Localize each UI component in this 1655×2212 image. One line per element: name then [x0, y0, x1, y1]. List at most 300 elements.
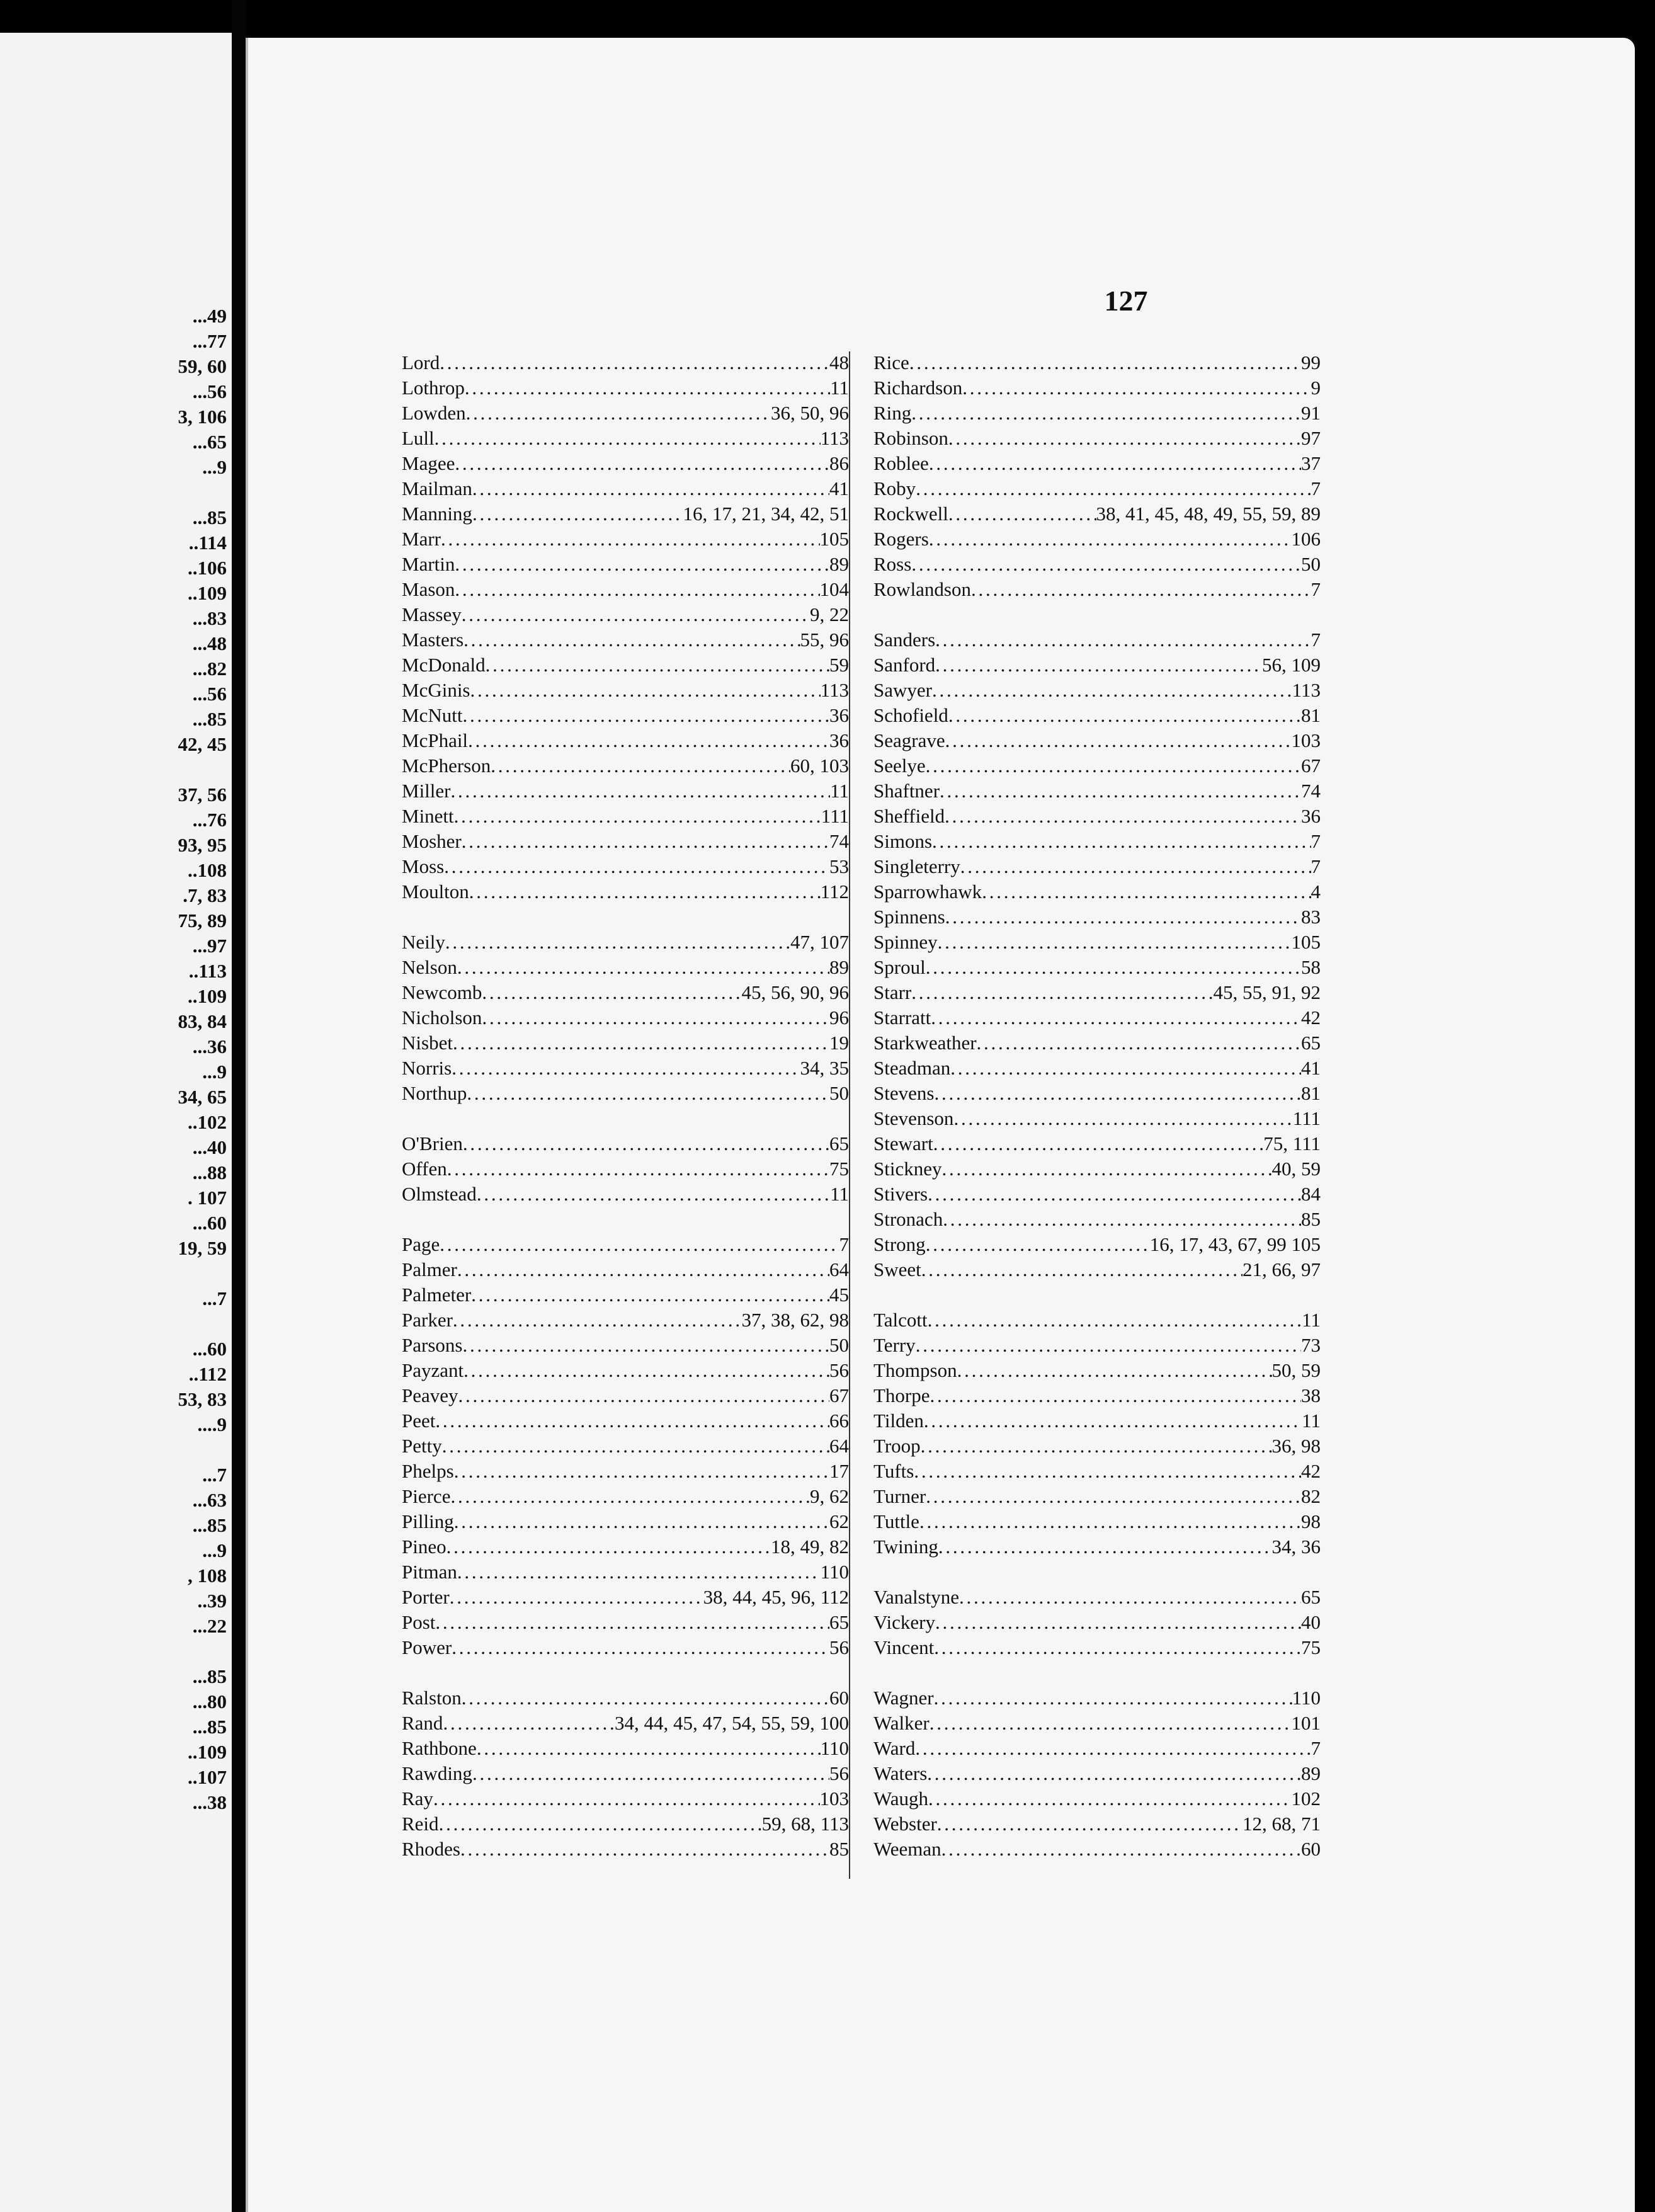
cropped-index-text: ..109 — [188, 985, 227, 1007]
index-entry — [873, 1333, 1321, 1358]
dot-leader — [462, 1685, 829, 1711]
entry-pages: 110 — [820, 1737, 849, 1759]
cropped-index-text: 53, 83 — [178, 1388, 227, 1410]
cropped-index-text: 59, 60 — [178, 355, 227, 377]
dot-leader — [931, 1005, 1301, 1030]
entry-pages: 34, 36 — [1271, 1536, 1321, 1558]
dot-leader — [440, 350, 829, 375]
entry-name: Thorpe — [873, 1384, 930, 1406]
dot-leader — [464, 1358, 829, 1383]
index-entry — [402, 1534, 849, 1559]
cropped-index-text: 19, 59 — [178, 1237, 227, 1259]
cropped-index-text: ...82 — [192, 658, 227, 680]
entry-pages: 9, 22 — [810, 603, 849, 625]
dot-leader — [440, 1232, 839, 1257]
entry-pages: 36, 98 — [1271, 1435, 1321, 1457]
page-number: 127 — [1104, 285, 1148, 317]
index-entry — [402, 778, 849, 804]
entry-name: Masters — [402, 629, 464, 651]
index-entry — [873, 904, 1321, 930]
entry-name: Peet — [402, 1410, 436, 1432]
entry-name: Stronach — [873, 1208, 943, 1230]
entry-name: Tuttle — [873, 1510, 919, 1532]
entry-name: Massey — [402, 603, 462, 625]
index-entry — [402, 1761, 849, 1786]
index-entry — [873, 1383, 1321, 1408]
section-gap — [873, 1559, 1321, 1585]
entry-pages: 64 — [829, 1258, 849, 1280]
index-entry — [402, 1434, 849, 1459]
cropped-index-text: ..113 — [188, 960, 227, 982]
cropped-index-text: ...22 — [192, 1615, 227, 1637]
dot-leader — [465, 375, 830, 401]
dot-leader — [444, 854, 829, 879]
dot-leader — [435, 1610, 829, 1635]
cropped-index-text: ....9 — [197, 1413, 227, 1435]
cropped-index-text: ..107 — [188, 1766, 227, 1788]
entry-pages: 65 — [829, 1611, 849, 1633]
entry-name: Sawyer — [873, 679, 932, 701]
entry-name: Starr — [873, 981, 912, 1003]
dot-leader — [477, 1736, 821, 1761]
entry-name: Rathbone — [402, 1737, 477, 1759]
entry-name: Palmer — [402, 1258, 457, 1280]
dot-leader — [435, 426, 821, 451]
dot-leader — [466, 401, 771, 426]
cropped-index-text: .7, 83 — [183, 884, 227, 906]
index-entry — [873, 1585, 1321, 1610]
entry-name: Mason — [402, 578, 455, 600]
dot-leader — [916, 476, 1311, 501]
entry-pages: 105 — [819, 528, 849, 550]
entry-pages: 110 — [820, 1561, 849, 1583]
entry-name: Thompson — [873, 1359, 957, 1381]
index-entry — [402, 501, 849, 527]
entry-pages: 41 — [1301, 1057, 1321, 1079]
dot-leader — [914, 1459, 1301, 1484]
entry-name: Simons — [873, 830, 933, 852]
cropped-index-text: ...56 — [192, 380, 227, 402]
dot-leader — [932, 829, 1311, 854]
index-entry — [402, 1156, 849, 1182]
entry-pages: 96 — [829, 1006, 849, 1029]
entry-name: Sproul — [873, 956, 926, 978]
entry-name: Rawding — [402, 1762, 472, 1784]
entry-pages: 48 — [829, 351, 849, 373]
cropped-index-text: 34, 65 — [178, 1086, 227, 1108]
dot-leader — [929, 527, 1292, 552]
entry-pages: 34, 44, 45, 47, 54, 55, 59, 100 — [615, 1712, 849, 1734]
entry-name: Parker — [402, 1309, 453, 1331]
entry-pages: 75 — [829, 1158, 849, 1180]
index-entry — [402, 955, 849, 980]
dot-leader — [445, 930, 790, 955]
entry-pages: 34, 35 — [800, 1057, 849, 1079]
dot-leader — [462, 602, 810, 627]
entry-pages: 50 — [829, 1082, 849, 1104]
cropped-index-text: 83, 84 — [178, 1010, 227, 1032]
entry-pages: 16, 17, 21, 34, 42, 51 — [683, 503, 849, 525]
dot-leader — [915, 1736, 1311, 1761]
index-entry — [873, 728, 1321, 753]
dot-leader — [442, 1434, 829, 1459]
entry-name: Nisbet — [402, 1032, 453, 1054]
index-entry — [402, 577, 849, 602]
entry-pages: 7 — [1311, 578, 1321, 600]
index-entry — [402, 627, 849, 653]
entry-pages: 4 — [1311, 881, 1321, 903]
index-entry — [402, 1711, 849, 1736]
entry-name: Rockwell — [873, 503, 948, 525]
index-entry — [873, 552, 1321, 577]
cropped-index-text: ...85 — [192, 708, 227, 730]
entry-pages: 47, 107 — [790, 931, 849, 953]
cropped-index-text: ...60 — [192, 1338, 227, 1360]
index-column-right — [873, 350, 1321, 1862]
index-entry — [873, 1434, 1321, 1459]
entry-pages: 113 — [1292, 679, 1321, 701]
index-entry — [873, 577, 1321, 602]
dot-leader — [933, 1131, 1264, 1156]
entry-pages: 105 — [1291, 931, 1321, 953]
index-entry — [873, 1459, 1321, 1484]
entry-name: Phelps — [402, 1460, 454, 1482]
entry-pages: 62 — [829, 1510, 849, 1532]
entry-name: Roblee — [873, 452, 929, 474]
dot-leader — [472, 476, 829, 501]
index-entry — [402, 678, 849, 703]
entry-name: Palmeter — [402, 1284, 472, 1306]
entry-name: Robinson — [873, 427, 948, 449]
entry-name: Norris — [402, 1057, 452, 1079]
dot-leader — [948, 501, 1096, 527]
index-entry — [873, 980, 1321, 1005]
entry-pages: 58 — [1301, 956, 1321, 978]
dot-leader — [453, 1030, 829, 1056]
entry-name: Magee — [402, 452, 455, 474]
entry-pages: 7 — [1311, 1737, 1321, 1759]
entry-name: Petty — [402, 1435, 442, 1457]
entry-name: Marr — [402, 528, 441, 550]
entry-name: Sparrowhawk — [873, 881, 982, 903]
cropped-index-text: ..102 — [188, 1111, 227, 1133]
entry-name: Singleterry — [873, 855, 960, 877]
dot-leader — [486, 653, 829, 678]
dot-leader — [458, 1383, 829, 1408]
entry-pages: 66 — [829, 1410, 849, 1432]
entry-pages: 40 — [1301, 1611, 1321, 1633]
entry-pages: 42 — [1301, 1006, 1321, 1029]
index-entry — [402, 476, 849, 501]
entry-pages: 86 — [829, 452, 849, 474]
cropped-index-text: ...97 — [192, 935, 227, 957]
entry-pages: 73 — [1301, 1334, 1321, 1356]
entry-name: Starkweather — [873, 1032, 977, 1054]
dot-leader — [909, 350, 1301, 375]
cropped-index-text: ...9 — [202, 456, 227, 478]
entry-pages: 11 — [830, 780, 849, 802]
dot-leader — [921, 1434, 1272, 1459]
cropped-index-text: ..108 — [188, 859, 227, 881]
dot-leader — [455, 577, 819, 602]
entry-name: O'Brien — [402, 1132, 463, 1154]
entry-name: Sheffield — [873, 805, 945, 827]
entry-pages: 106 — [1291, 528, 1321, 550]
dot-leader — [921, 1257, 1243, 1282]
dot-leader — [454, 1459, 829, 1484]
index-entry — [402, 401, 849, 426]
index-entry — [402, 1610, 849, 1635]
index-entry — [873, 1408, 1321, 1434]
entry-name: Roby — [873, 477, 916, 499]
dot-leader — [934, 1081, 1301, 1106]
entry-pages: 7 — [1311, 629, 1321, 651]
index-entry — [402, 1232, 849, 1257]
entry-pages: 59, 68, 113 — [761, 1813, 849, 1835]
entry-pages: 11 — [1302, 1309, 1321, 1331]
entry-pages: 67 — [829, 1384, 849, 1406]
entry-pages: 40, 59 — [1271, 1158, 1321, 1180]
section-gap — [402, 904, 849, 930]
index-entry — [402, 1685, 849, 1711]
dot-leader — [945, 904, 1301, 930]
entry-pages: 37, 38, 62, 98 — [741, 1309, 849, 1331]
index-entry — [402, 1459, 849, 1484]
entry-pages: 103 — [1291, 729, 1321, 751]
entry-name: Shaftner — [873, 780, 940, 802]
entry-pages: 101 — [1291, 1712, 1321, 1734]
entry-pages: 102 — [1291, 1787, 1321, 1810]
entry-name: Northup — [402, 1082, 467, 1104]
entry-pages: 65 — [829, 1132, 849, 1154]
entry-pages: 18, 49, 82 — [771, 1536, 849, 1558]
entry-name: Neily — [402, 931, 445, 953]
entry-name: Stivers — [873, 1183, 928, 1205]
section-gap — [402, 1106, 849, 1131]
entry-pages: 9, 62 — [810, 1485, 849, 1507]
entry-pages: 50, 59 — [1271, 1359, 1321, 1381]
entry-pages: 45 — [829, 1284, 849, 1306]
index-column-left — [402, 350, 849, 1862]
cropped-index-text: ...49 — [192, 305, 227, 327]
dot-leader — [443, 1711, 615, 1736]
entry-pages: 9 — [1311, 377, 1321, 399]
column-divider — [849, 351, 850, 1879]
dot-leader — [477, 1182, 830, 1207]
dot-leader — [460, 1837, 829, 1862]
entry-name: Peavey — [402, 1384, 458, 1406]
dot-leader — [450, 1484, 810, 1509]
index-entry — [873, 1131, 1321, 1156]
entry-pages: 111 — [1292, 1107, 1321, 1129]
index-entry — [873, 678, 1321, 703]
entry-name: Strong — [873, 1233, 926, 1255]
index-entry — [402, 1383, 849, 1408]
entry-name: Reid — [402, 1813, 439, 1835]
entry-pages: 41 — [829, 477, 849, 499]
dot-leader — [455, 451, 829, 476]
entry-pages: 113 — [820, 427, 849, 449]
entry-name: Spinnens — [873, 906, 945, 928]
entry-name: Stickney — [873, 1158, 942, 1180]
entry-name: Mosher — [402, 830, 462, 852]
cropped-index-text: ...65 — [192, 431, 227, 453]
entry-pages: 56 — [829, 1359, 849, 1381]
entry-name: Page — [402, 1233, 440, 1255]
dot-leader — [934, 1635, 1301, 1660]
index-entry — [873, 1232, 1321, 1257]
entry-name: Rogers — [873, 528, 929, 550]
cropped-index-text: ...9 — [202, 1539, 227, 1561]
index-entry — [402, 1333, 849, 1358]
entry-pages: 55, 96 — [800, 629, 849, 651]
dot-leader — [935, 1610, 1301, 1635]
index-entry — [873, 930, 1321, 955]
dot-leader — [457, 1559, 821, 1585]
entry-name: Terry — [873, 1334, 916, 1356]
dot-leader — [911, 980, 1213, 1005]
index-entry — [402, 1308, 849, 1333]
entry-name: Parsons — [402, 1334, 463, 1356]
index-entry — [873, 451, 1321, 476]
index-entry — [873, 1182, 1321, 1207]
entry-name: Sanford — [873, 654, 936, 676]
dot-leader — [457, 1257, 829, 1282]
entry-name: Minett — [402, 805, 454, 827]
entry-name: Pitman — [402, 1561, 457, 1583]
index-entry — [402, 1559, 849, 1585]
cropped-index-text: ...76 — [192, 809, 227, 831]
entry-pages: 103 — [819, 1787, 849, 1810]
index-entry — [402, 1484, 849, 1509]
dot-leader — [928, 1182, 1301, 1207]
dot-leader — [464, 627, 800, 653]
entry-pages: 11 — [830, 1183, 849, 1205]
entry-pages: 74 — [829, 830, 849, 852]
index-entry — [873, 401, 1321, 426]
index-entry — [402, 350, 849, 375]
entry-pages: 36 — [829, 704, 849, 726]
index-entry — [402, 1358, 849, 1383]
dot-leader — [982, 879, 1311, 904]
entry-name: Sanders — [873, 629, 936, 651]
index-entry — [873, 1106, 1321, 1131]
entry-pages: 84 — [1301, 1183, 1321, 1205]
entry-name: Stevenson — [873, 1107, 954, 1129]
cropped-index-text: ..109 — [188, 1741, 227, 1763]
dot-leader — [928, 1786, 1291, 1811]
entry-name: Turner — [873, 1485, 926, 1507]
entry-pages: 111 — [821, 805, 849, 827]
entry-pages: 45, 55, 91, 92 — [1213, 981, 1321, 1003]
entry-pages: 53 — [829, 855, 849, 877]
dot-leader — [937, 1811, 1243, 1837]
entry-pages: 74 — [1301, 780, 1321, 802]
cropped-index-text: ...85 — [192, 1514, 227, 1536]
dot-leader — [932, 678, 1292, 703]
index-entry — [873, 1534, 1321, 1559]
dot-leader — [930, 1383, 1301, 1408]
dot-leader — [482, 980, 741, 1005]
entry-name: Rowlandson — [873, 578, 971, 600]
entry-pages: 42 — [1301, 1460, 1321, 1482]
cropped-index-text: ...48 — [192, 632, 227, 654]
index-entry — [873, 1811, 1321, 1837]
dot-leader — [945, 804, 1301, 829]
entry-name: Porter — [402, 1586, 450, 1608]
entry-name: Ray — [402, 1787, 433, 1810]
index-entry — [402, 451, 849, 476]
cropped-index-text: ...60 — [192, 1212, 227, 1234]
dot-leader — [959, 1585, 1301, 1610]
entry-name: Rice — [873, 351, 909, 373]
entry-pages: 98 — [1301, 1510, 1321, 1532]
index-entry — [402, 1005, 849, 1030]
dot-leader — [926, 753, 1301, 778]
dot-leader — [942, 1156, 1272, 1182]
entry-pages: 38, 41, 45, 48, 49, 55, 59, 89 — [1096, 503, 1321, 525]
cropped-index-text: 3, 106 — [178, 406, 227, 428]
index-entry — [402, 1837, 849, 1862]
entry-pages: 11 — [830, 377, 849, 399]
entry-pages: 16, 17, 43, 67, 99 105 — [1149, 1233, 1321, 1255]
index-entry — [873, 829, 1321, 854]
entry-name: Rand — [402, 1712, 443, 1734]
previous-page-fragment — [0, 33, 232, 2212]
dot-leader — [962, 375, 1311, 401]
index-entry — [402, 930, 849, 955]
entry-name: Waters — [873, 1762, 928, 1784]
cropped-index-text: ...77 — [192, 330, 227, 352]
entry-pages: 12, 68, 71 — [1243, 1813, 1321, 1835]
dot-leader — [927, 1761, 1301, 1786]
entry-name: Vincent — [873, 1636, 935, 1658]
index-entry — [873, 1005, 1321, 1030]
dot-leader — [934, 1685, 1292, 1711]
dot-leader — [454, 1509, 829, 1534]
entry-pages: 50 — [829, 1334, 849, 1356]
entry-name: McPherson — [402, 755, 491, 777]
entry-pages: 91 — [1301, 402, 1321, 424]
entry-name: Troop — [873, 1435, 921, 1457]
entry-pages: 97 — [1301, 427, 1321, 449]
entry-pages: 38 — [1301, 1384, 1321, 1406]
entry-pages: 65 — [1301, 1586, 1321, 1608]
entry-pages: 17 — [829, 1460, 849, 1482]
entry-name: Tilden — [873, 1410, 924, 1432]
index-entry — [402, 1585, 849, 1610]
dot-leader — [911, 401, 1301, 426]
entry-name: Stevens — [873, 1082, 935, 1104]
dot-leader — [472, 501, 683, 527]
entry-pages: 7 — [1311, 855, 1321, 877]
entry-name: Vanalstyne — [873, 1586, 960, 1608]
entry-pages: 82 — [1301, 1485, 1321, 1507]
entry-pages: 89 — [829, 956, 849, 978]
entry-pages: 36, 50, 96 — [771, 402, 849, 424]
index-entry — [873, 476, 1321, 501]
index-entry — [402, 375, 849, 401]
entry-name: Ralston — [402, 1687, 462, 1709]
dot-leader — [457, 955, 829, 980]
dot-leader — [919, 1509, 1301, 1534]
entry-name: McPhail — [402, 729, 469, 751]
entry-pages: 113 — [820, 679, 849, 701]
section-gap — [402, 1660, 849, 1685]
entry-name: Olmstead — [402, 1183, 477, 1205]
entry-name: Webster — [873, 1813, 937, 1835]
cropped-index-text: ...88 — [192, 1161, 227, 1183]
